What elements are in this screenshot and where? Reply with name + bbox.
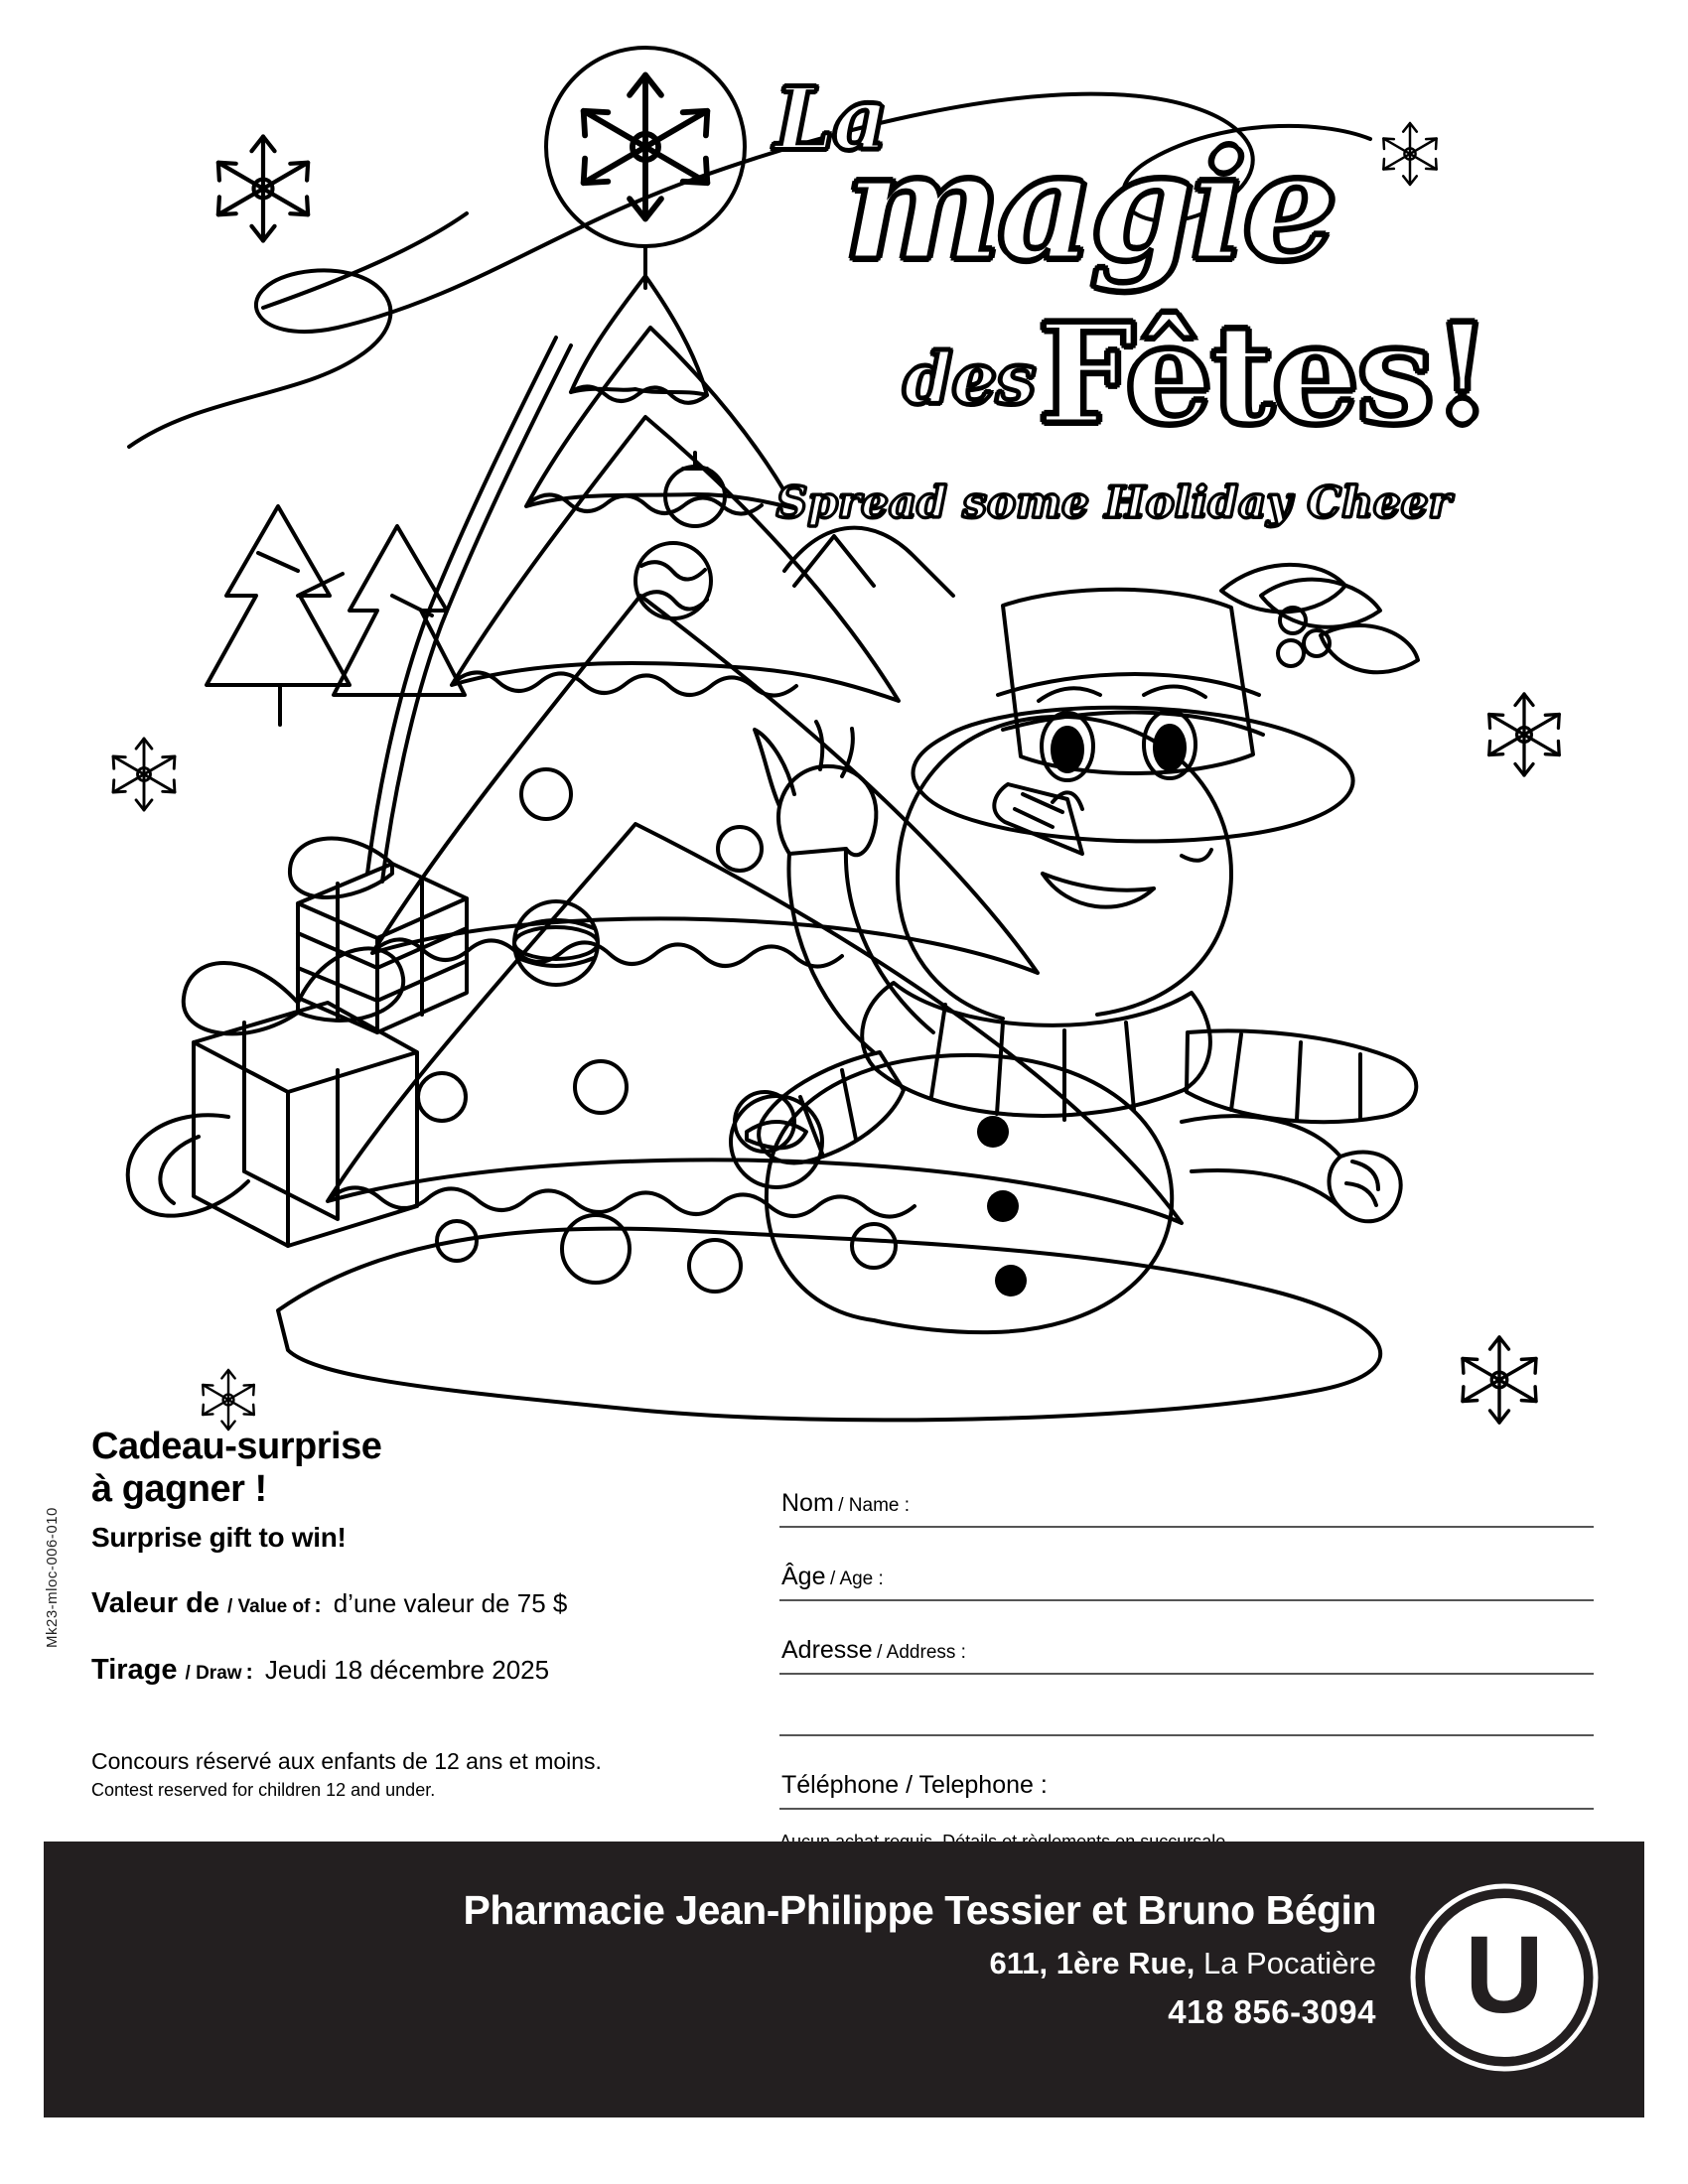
age-field[interactable]: [779, 1528, 1594, 1601]
snowflake-icon: [203, 1370, 254, 1430]
logo-letter: U: [1465, 1914, 1544, 2036]
tree-topper-snowflake: [546, 48, 745, 246]
age-field-label: [781, 1563, 884, 1591]
snowflake-icon: [1383, 123, 1436, 185]
title-word-des: des: [904, 338, 1036, 420]
ornament: [562, 1215, 630, 1283]
name-field-label: [781, 1489, 910, 1518]
entry-form: [779, 1454, 1594, 1874]
prize-headline-fr-line2: à gagner !: [91, 1467, 267, 1510]
prize-value-label-en: / Value of: [226, 1596, 311, 1618]
name-field[interactable]: [779, 1454, 1594, 1528]
age-label-fr: Âge: [781, 1563, 826, 1590]
prize-value-row: [91, 1587, 727, 1620]
prize-headline-en: Surprise gift to win!: [91, 1522, 347, 1554]
store-name: Pharmacie Jean-Philippe Tessier et Bruno Bégin: [463, 1887, 1376, 1933]
wind-swirl-lines: [129, 94, 1370, 447]
age-label-en: / Age :: [829, 1569, 884, 1589]
gift-boxes: [128, 839, 467, 1246]
title-word-magie: magie: [844, 119, 1335, 294]
phone-field-label: [781, 1771, 1048, 1800]
address-field-label: [781, 1636, 966, 1665]
title-word-fetes: Fêtes!: [1038, 293, 1491, 455]
ornament: [575, 1061, 627, 1113]
uniprix-logo: [1410, 1883, 1599, 2072]
eligibility-rules-en: Contest reserved for children 12 and under.: [91, 1780, 436, 1801]
phone-label: Téléphone / Telephone :: [781, 1771, 1048, 1799]
prize-value-colon: :: [314, 1592, 322, 1618]
prize-headline-fr-line1: Cadeau-surprise: [91, 1426, 382, 1467]
draw-date-row: [91, 1654, 727, 1687]
store-address-number: 611, 1ère Rue,: [989, 1946, 1196, 1980]
address-label-en: / Address :: [877, 1642, 966, 1663]
snowflake-icon: [1489, 694, 1560, 775]
snowflake-icon: [218, 137, 308, 241]
prize-headline-fr: [91, 1426, 727, 1510]
draw-colon: :: [245, 1659, 253, 1685]
title-word-la: La: [774, 69, 887, 170]
phone-field[interactable]: [779, 1736, 1594, 1810]
draw-label-en: / Draw: [185, 1663, 242, 1685]
document-reference-code: Mk23-mloc-006-010: [44, 1507, 61, 1648]
prize-value-label-fr: Valeur de: [91, 1587, 219, 1620]
draw-date: Jeudi 18 décembre 2025: [264, 1655, 550, 1686]
prize-value: d’une valeur de 75 $: [333, 1588, 568, 1619]
ornament: [418, 1073, 466, 1121]
title-subtitle: Spread some Holiday Cheer: [776, 478, 1452, 528]
address-label-fr: Adresse: [781, 1636, 873, 1664]
snowflake-icon: [1463, 1337, 1536, 1423]
name-label-en: / Name :: [838, 1495, 911, 1516]
address-field[interactable]: [779, 1601, 1594, 1675]
prize-info: [91, 1426, 727, 1801]
ornament: [521, 769, 571, 819]
store-address: [463, 1946, 1376, 1981]
snowman: [755, 565, 1418, 1332]
ornament: [852, 1224, 896, 1268]
draw-label-fr: Tirage: [91, 1654, 178, 1687]
address-field-line2[interactable]: [779, 1675, 1594, 1736]
store-address-city: La Pocatière: [1195, 1946, 1376, 1980]
eligibility-rules: [91, 1748, 727, 1801]
christmas-tree: [328, 248, 1182, 1292]
background-hill: [784, 528, 953, 596]
snowflake-icon: [113, 739, 175, 810]
ornament: [718, 827, 762, 871]
ornament: [689, 1240, 741, 1292]
store-phone: 418 856-3094: [1168, 1993, 1376, 2030]
name-label-fr: Nom: [781, 1489, 834, 1517]
store-footer: [44, 1842, 1644, 2117]
eligibility-rules-fr: Concours réservé aux enfants de 12 ans et moins.: [91, 1748, 602, 1775]
store-info: [463, 1887, 1376, 2031]
